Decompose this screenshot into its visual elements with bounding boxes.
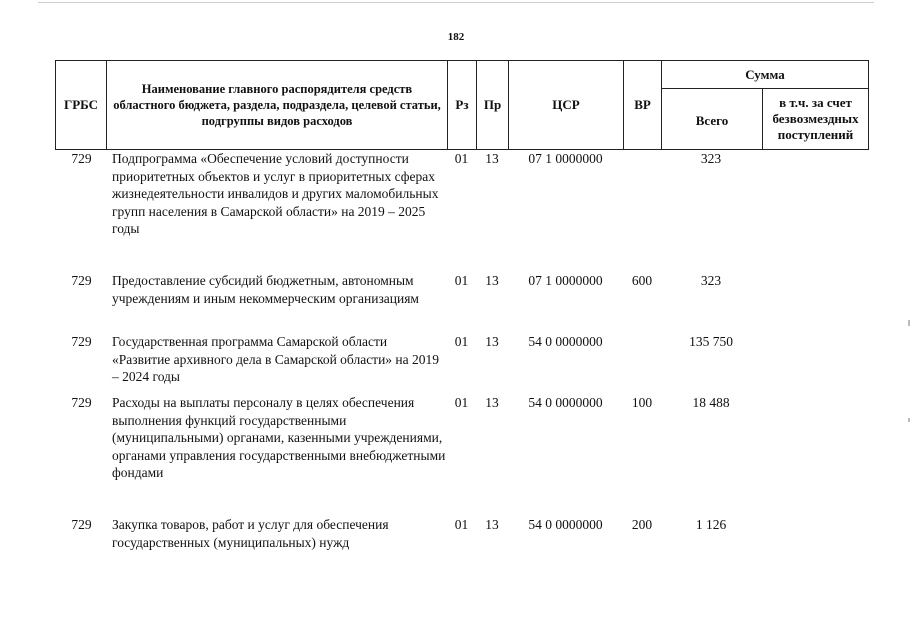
row-5-rz: 01 (454, 517, 469, 532)
row-4-pr: 13 (485, 395, 499, 410)
row-4-name: Расходы на выплаты персоналу в целях обеспечения выполнения функций государственными (муниципальными) органами, казенными учреждениями, органами управления государственными внебюджетными фондами (112, 395, 446, 480)
row-4-total: 18 488 (692, 395, 730, 410)
row-2-csr: 07 1 0000000 (528, 273, 603, 288)
row-3-total: 135 750 (689, 334, 733, 349)
row-5-grbs: 729 (71, 517, 92, 532)
top-border-line (38, 2, 874, 3)
scan-edge-mark (908, 320, 910, 326)
row-2-rz: 01 (454, 273, 469, 288)
row-2-vr: 600 (631, 273, 653, 288)
row-3-rz: 01 (454, 334, 469, 349)
header-name: Наименование главного распорядителя средств областного бюджета, раздела, подраздела, целевой статьи, подгруппы видов расходов (106, 60, 448, 150)
row-4-grbs: 729 (71, 395, 92, 410)
row-1-rz: 01 (454, 151, 469, 166)
row-1-total: 323 (700, 151, 722, 166)
row-5-name: Закупка товаров, работ и услуг для обеспечения государственных (муниципальных) нужд (112, 517, 389, 550)
header-total: Всего (661, 88, 763, 150)
row-2-name: Предоставление субсидий бюджетным, автономным учреждениям и иным некоммерческим организациям (112, 273, 419, 306)
page-number: 182 (447, 31, 465, 43)
row-1-grbs: 729 (71, 151, 92, 166)
row-1-csr: 07 1 0000000 (528, 151, 603, 166)
header-sum: Сумма (661, 60, 869, 89)
header-pr: Пр (476, 60, 509, 150)
row-5-csr: 54 0 0000000 (528, 517, 603, 532)
scan-edge-mark (908, 418, 910, 422)
row-4-rz: 01 (454, 395, 469, 410)
row-1-name: Подпрограмма «Обеспечение условий доступности приоритетных объектов и услуг в приоритетных сферах жизнедеятельности инвалидов и других маломобильных групп населения в Самарской области» на 2019 – 2025 годы (112, 151, 439, 236)
header-grbs: ГРБС (55, 60, 107, 150)
row-5-total: 1 126 (695, 517, 727, 532)
header-gratuitous: в т.ч. за счет безвозмездных поступлений (762, 88, 869, 150)
row-4-vr: 100 (631, 395, 653, 410)
header-csr: ЦСР (508, 60, 624, 150)
row-5-vr: 200 (631, 517, 653, 532)
row-3-csr: 54 0 0000000 (528, 334, 603, 349)
row-4-csr: 54 0 0000000 (528, 395, 603, 410)
row-5-pr: 13 (485, 517, 499, 532)
row-3-pr: 13 (485, 334, 499, 349)
row-3-name: Государственная программа Самарской области «Развитие архивного дела в Самарской области» на 2019 – 2024 годы (112, 334, 440, 384)
row-2-grbs: 729 (71, 273, 92, 288)
header-rz: Рз (447, 60, 477, 150)
row-2-pr: 13 (485, 273, 499, 288)
row-2-total: 323 (700, 273, 722, 288)
row-3-grbs: 729 (71, 334, 92, 349)
row-1-pr: 13 (485, 151, 499, 166)
header-vr: ВР (623, 60, 662, 150)
